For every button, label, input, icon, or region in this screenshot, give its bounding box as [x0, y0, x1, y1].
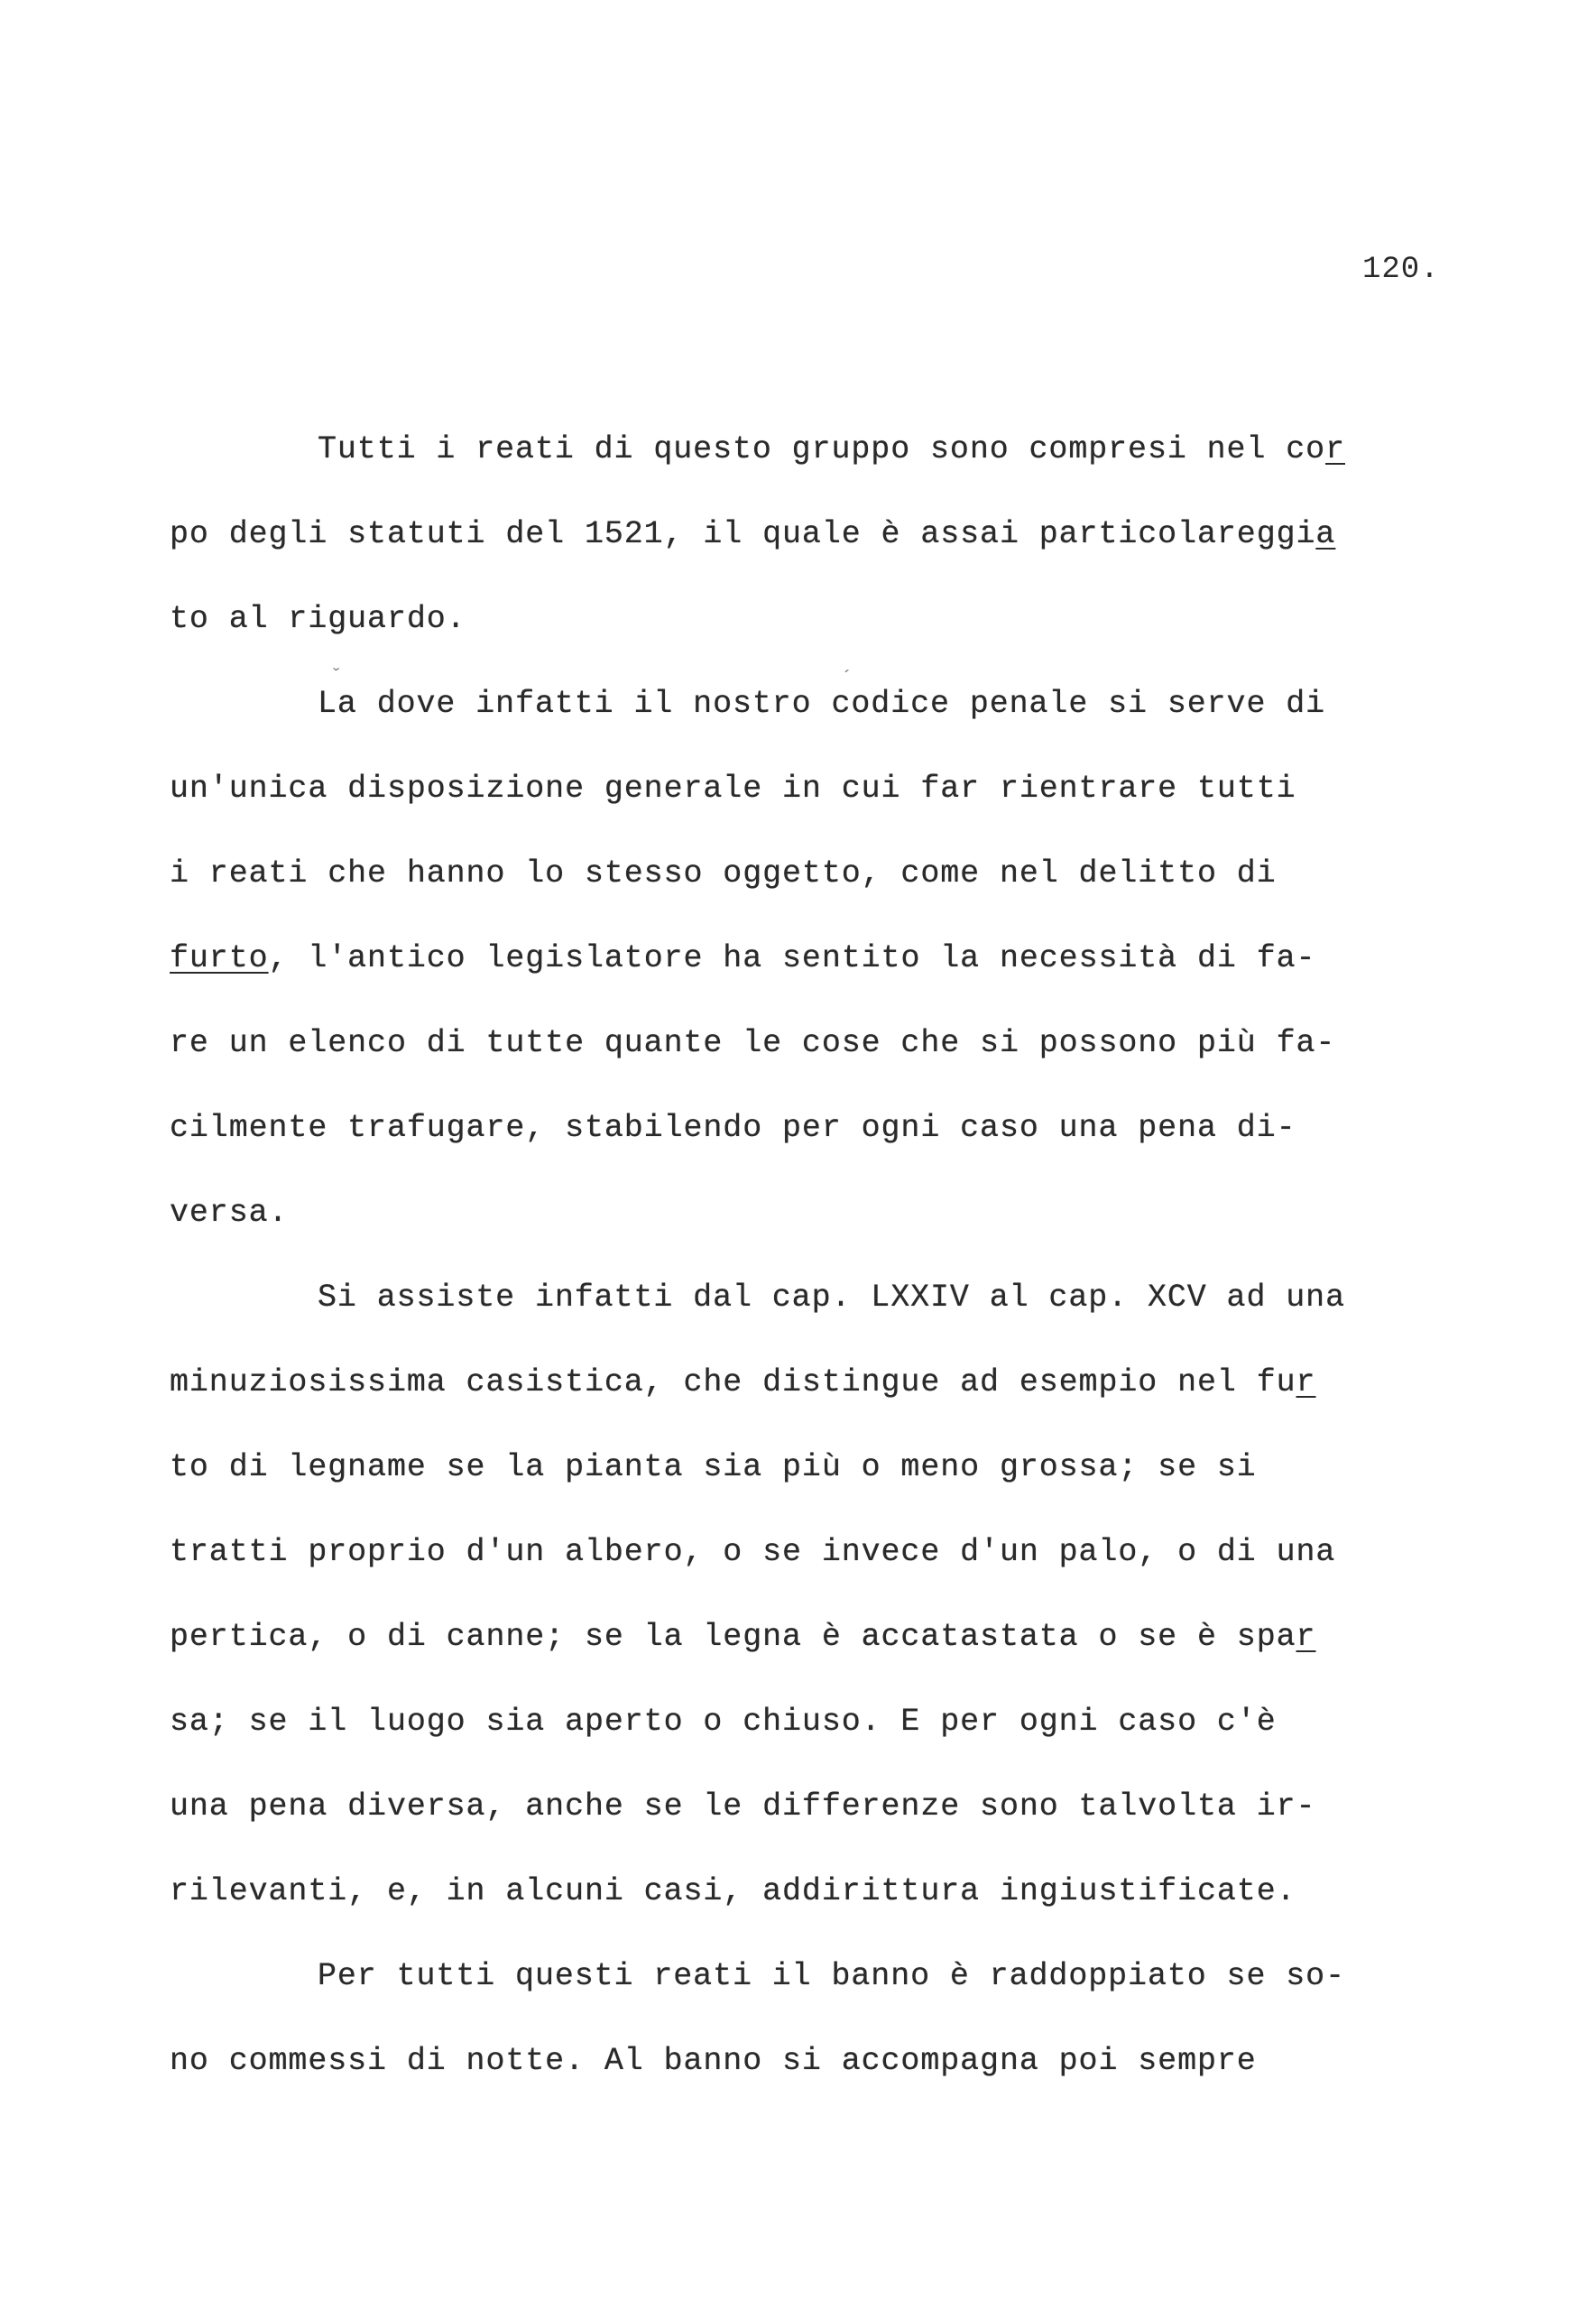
- text-line: i reati che hanno lo stesso oggetto, come nel delitto di: [170, 855, 1277, 892]
- text-line: to di legname se la pianta sia più o meno grossa; se si: [170, 1449, 1257, 1485]
- text-line: re un elenco di tutte quante le cose che si possono più fa-: [170, 1025, 1336, 1061]
- text-line: to al riguardo.: [170, 601, 466, 637]
- underlined-text: r: [1296, 1619, 1316, 1655]
- text-line: versa.: [170, 1195, 289, 1231]
- underlined-text: r: [1296, 1364, 1316, 1400]
- text-line: minuziosissima casistica, che distingue ad esempio nel fur: [170, 1364, 1316, 1400]
- text-line: po degli statuti del 1521, il quale è assai particolareggia: [170, 516, 1336, 552]
- text-line: rilevanti, e, in alcuni casi, addirittura ingiustificate.: [170, 1873, 1296, 1909]
- text-line: Per tutti questi reati il banno è raddoppiato se so-: [318, 1958, 1345, 1994]
- handwritten-accent-mark: ˇ: [330, 666, 343, 688]
- text-line: Tutti i reati di questo gruppo sono compresi nel cor: [318, 431, 1345, 467]
- text-line: La dove infatti il nostro codice penale si serve di: [318, 686, 1326, 722]
- text-line: pertica, o di canne; se la legna è accatastata o se è spar: [170, 1619, 1316, 1655]
- text-line: un'unica disposizione generale in cui far rientrare tutti: [170, 771, 1296, 807]
- handwritten-accent-mark: ´: [841, 668, 853, 690]
- text-line: Si assiste infatti dal cap. LXXIV al cap. XCV ad una: [318, 1280, 1345, 1316]
- text-line: furto, l'antico legislatore ha sentito la necessità di fa-: [170, 940, 1316, 976]
- underlined-text: furto: [170, 940, 269, 976]
- underlined-text: r: [1325, 431, 1345, 467]
- text-line: no commessi di notte. Al banno si accompagna poi sempre: [170, 2043, 1257, 2079]
- text-line: una pena diversa, anche se le differenze sono talvolta ir-: [170, 1788, 1316, 1825]
- underlined-text: a: [1315, 516, 1336, 552]
- text-line: sa; se il luogo sia aperto o chiuso. E per ogni caso c'è: [170, 1704, 1277, 1740]
- text-line: cilmente trafugare, stabilendo per ogni caso una pena di-: [170, 1110, 1296, 1146]
- text-line: tratti proprio d'un albero, o se invece d'un palo, o di una: [170, 1534, 1336, 1570]
- page-number: 120.: [1362, 253, 1440, 287]
